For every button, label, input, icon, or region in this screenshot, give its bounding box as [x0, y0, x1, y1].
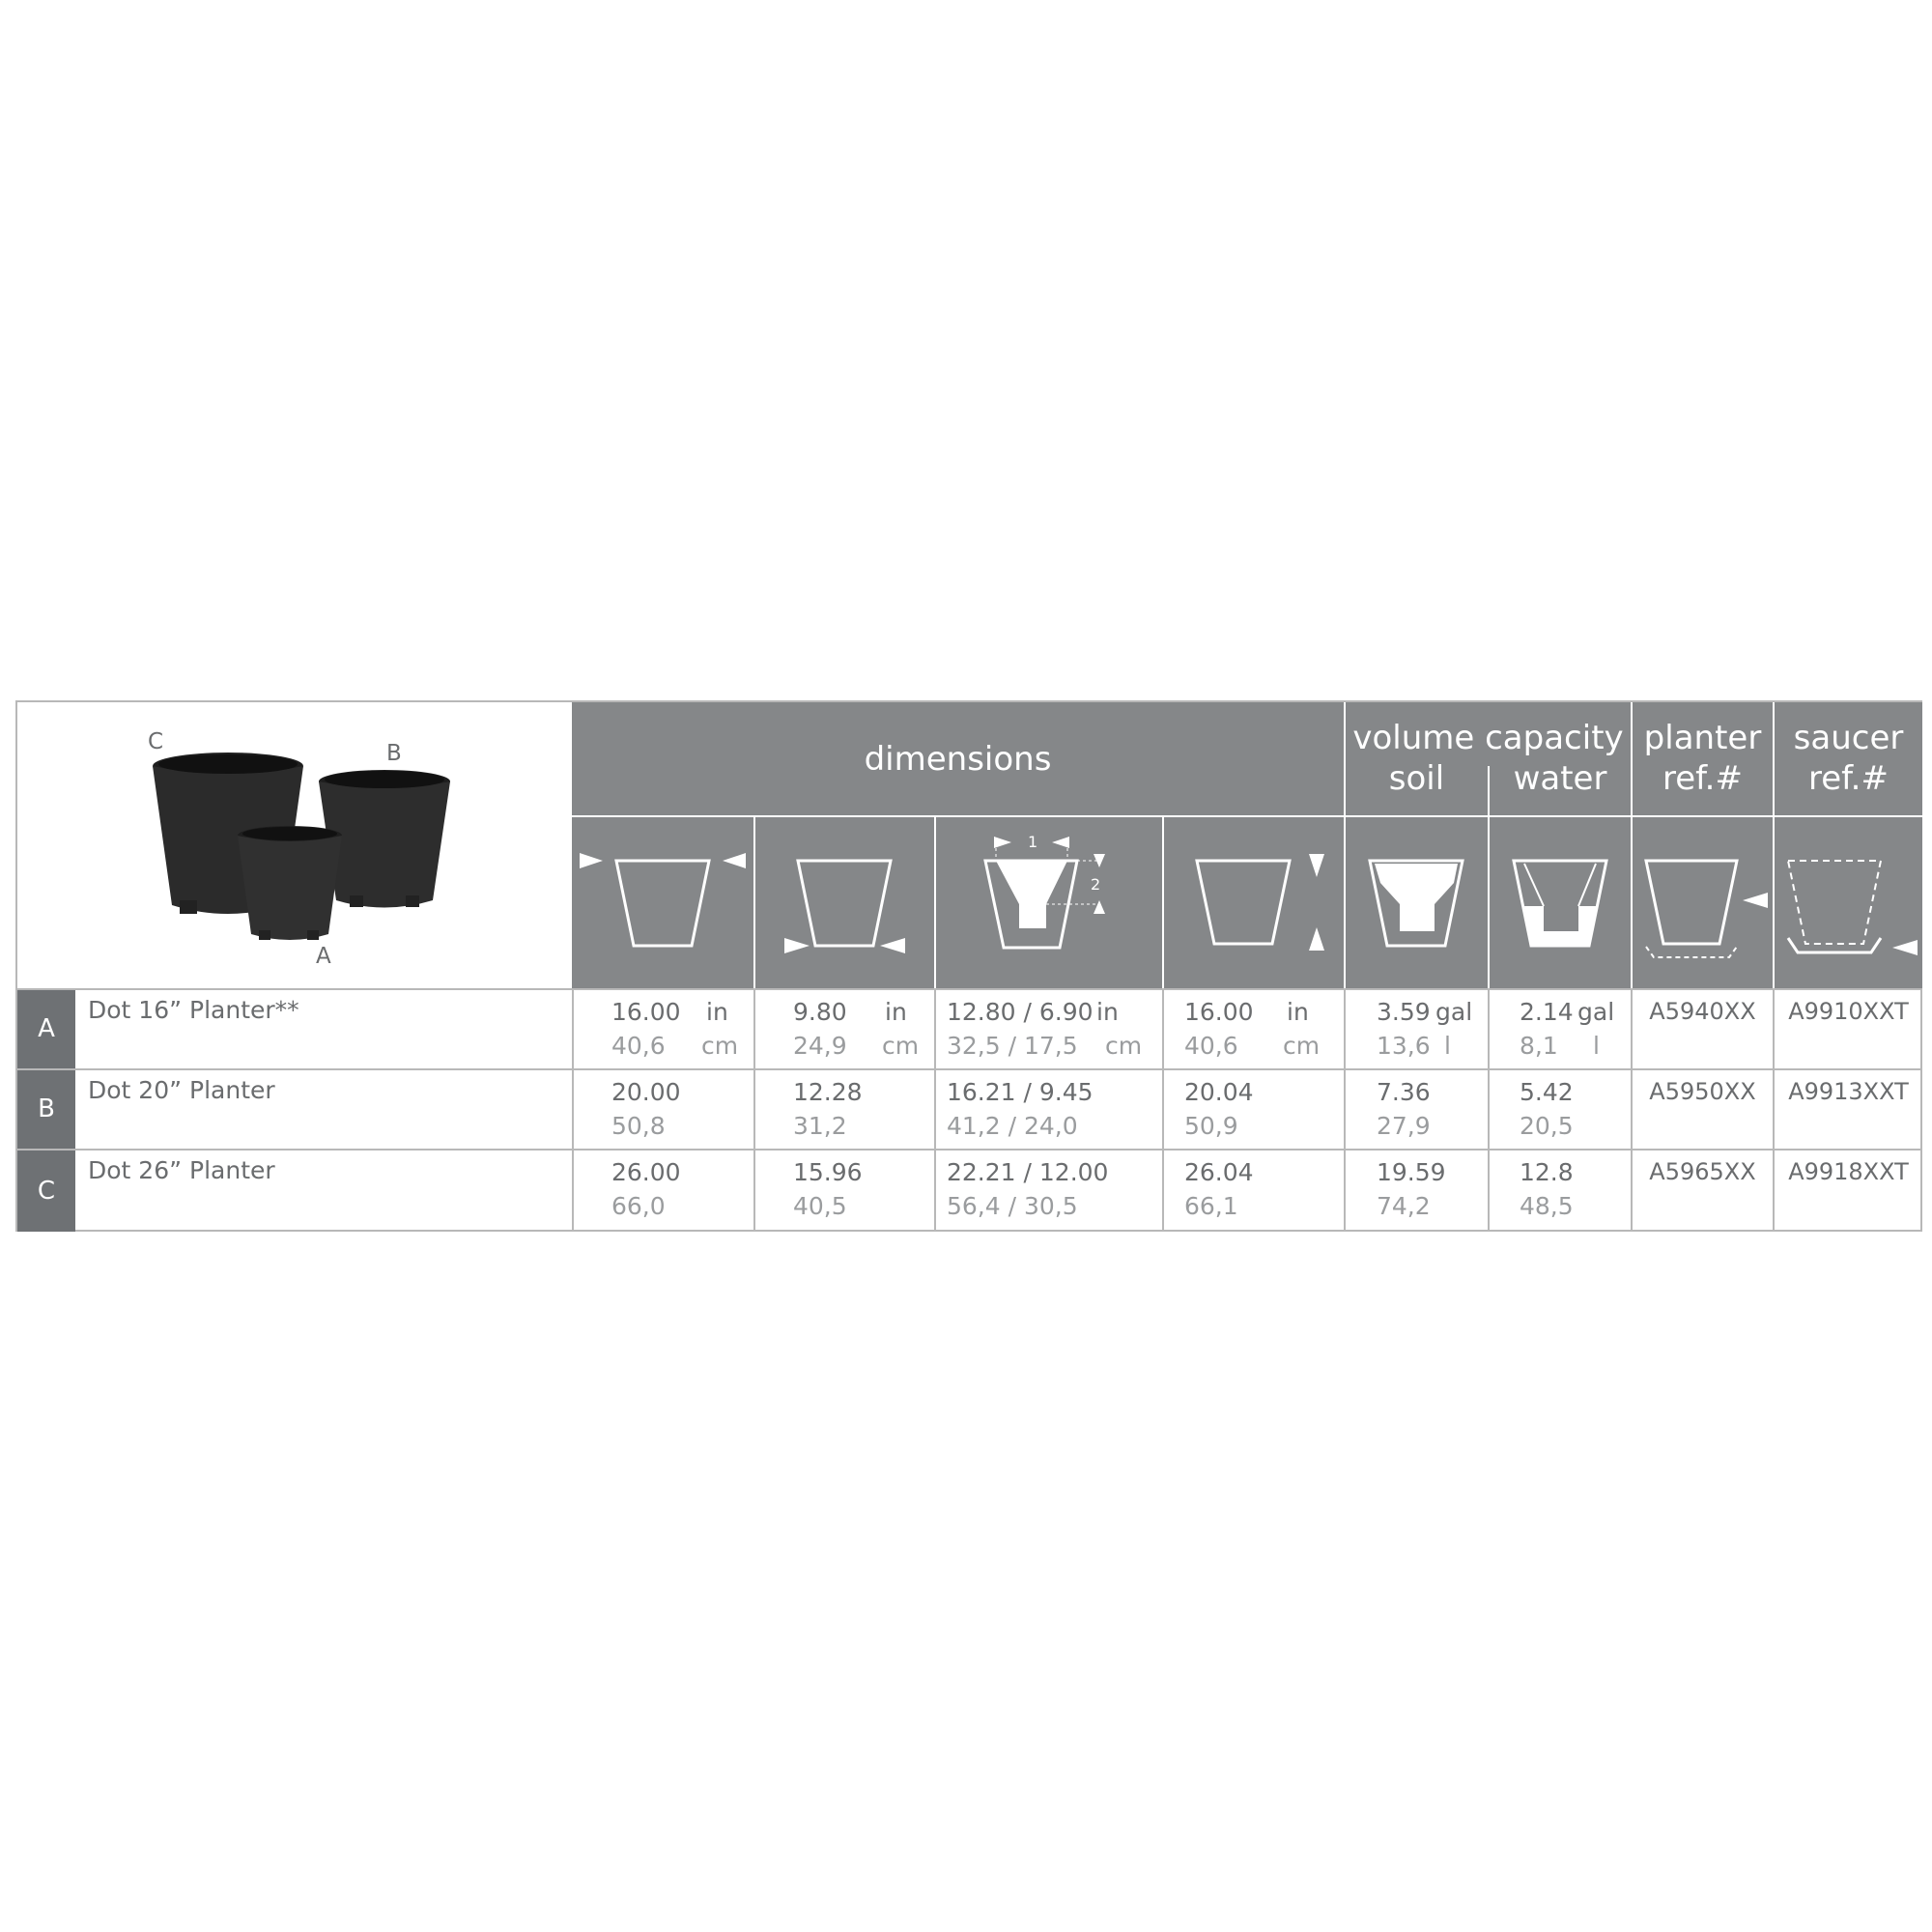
- water-header: water: [1513, 759, 1607, 798]
- value-cm: 40,5: [793, 1192, 847, 1220]
- row-label-b: B: [17, 1070, 75, 1149]
- icon-number-1: 1: [1028, 833, 1038, 851]
- product-name: Dot 26” Planter: [88, 1156, 275, 1184]
- saucer-ref: A9918XXT: [1788, 1158, 1909, 1185]
- value-gal: 7.36: [1377, 1078, 1431, 1106]
- value-in: 16.21 / 9.45: [947, 1078, 1094, 1106]
- unit-l: l: [1444, 1032, 1451, 1060]
- unit-in: in: [1287, 998, 1309, 1026]
- dimensions-header: dimensions: [864, 740, 1052, 779]
- value-in: 20.04: [1184, 1078, 1254, 1106]
- unit-cm: cm: [701, 1032, 739, 1060]
- icon-number-2: 2: [1091, 875, 1101, 894]
- image-label-c: C: [148, 729, 164, 754]
- value-gal: 19.59: [1377, 1158, 1446, 1186]
- pot-a: [238, 826, 342, 940]
- product-image-cell: [17, 702, 572, 988]
- unit-cm: cm: [882, 1032, 920, 1060]
- value-in: 12.28: [793, 1078, 863, 1106]
- value-cm: 24,9: [793, 1032, 847, 1060]
- image-label-b: B: [386, 741, 402, 766]
- value-cm: 40,6: [1184, 1032, 1238, 1060]
- saucer-ref-header: saucer ref.#: [1793, 719, 1904, 798]
- unit-l: l: [1593, 1032, 1600, 1060]
- height-icon: [1164, 817, 1344, 988]
- value-l: 13,6: [1377, 1032, 1431, 1060]
- planter-ref: A5940XX: [1649, 998, 1756, 1025]
- value-gal: 3.59: [1377, 998, 1431, 1026]
- value-cm: 66,0: [611, 1192, 666, 1220]
- value-cm: 32,5 / 17,5: [947, 1032, 1078, 1060]
- product-name: Dot 20” Planter: [88, 1076, 275, 1104]
- planter-icon: [1633, 817, 1773, 988]
- value-in: 16.00: [611, 998, 681, 1026]
- planter-ref: A5965XX: [1649, 1158, 1756, 1185]
- saucer-ref: A9910XXT: [1788, 998, 1909, 1025]
- value-cm: 41,2 / 24,0: [947, 1112, 1078, 1140]
- value-cm: 50,9: [1184, 1112, 1238, 1140]
- unit-cm: cm: [1105, 1032, 1143, 1060]
- value-cm: 40,6: [611, 1032, 666, 1060]
- value-in: 15.96: [793, 1158, 863, 1186]
- planter-spec-table: [15, 700, 1922, 1232]
- volume-capacity-header: volume capacity: [1352, 719, 1624, 757]
- value-gal: 12.8: [1520, 1158, 1574, 1186]
- unit-gal: gal: [1577, 998, 1615, 1026]
- saucer-icon: [1775, 817, 1922, 988]
- value-cm: 66,1: [1184, 1192, 1238, 1220]
- value-gal: 2.14: [1520, 998, 1574, 1026]
- value-l: 20,5: [1520, 1112, 1574, 1140]
- image-label-a: A: [316, 944, 331, 969]
- value-l: 27,9: [1377, 1112, 1431, 1140]
- bottom-diameter-icon: [755, 817, 934, 988]
- value-l: 48,5: [1520, 1192, 1574, 1220]
- planter-ref: A5950XX: [1649, 1078, 1756, 1105]
- value-cm: 31,2: [793, 1112, 847, 1140]
- row-label-c: C: [17, 1151, 75, 1232]
- value-in: 26.04: [1184, 1158, 1254, 1186]
- unit-in: in: [1096, 998, 1119, 1026]
- unit-in: in: [706, 998, 728, 1026]
- inner-reservoir-icon: [936, 817, 1162, 988]
- value-in: 9.80: [793, 998, 847, 1026]
- unit-in: in: [885, 998, 907, 1026]
- planter-ref-header: planter ref.#: [1643, 719, 1762, 798]
- soil-volume-icon: [1346, 817, 1488, 988]
- planters-image: [17, 702, 572, 988]
- saucer-ref: A9913XXT: [1788, 1078, 1909, 1105]
- value-in: 20.00: [611, 1078, 681, 1106]
- row-label-a: A: [17, 990, 75, 1068]
- value-in: 12.80 / 6.90: [947, 998, 1094, 1026]
- value-in: 22.21 / 12.00: [947, 1158, 1109, 1186]
- value-l: 74,2: [1377, 1192, 1431, 1220]
- top-diameter-icon: [572, 817, 753, 988]
- value-in: 26.00: [611, 1158, 681, 1186]
- product-name: Dot 16” Planter**: [88, 996, 299, 1024]
- unit-cm: cm: [1283, 1032, 1321, 1060]
- value-gal: 5.42: [1520, 1078, 1574, 1106]
- unit-gal: gal: [1435, 998, 1473, 1026]
- value-cm: 50,8: [611, 1112, 666, 1140]
- soil-header: soil: [1388, 759, 1445, 798]
- value-in: 16.00: [1184, 998, 1254, 1026]
- value-l: 8,1: [1520, 1032, 1558, 1060]
- value-cm: 56,4 / 30,5: [947, 1192, 1078, 1220]
- water-volume-icon: [1490, 817, 1631, 988]
